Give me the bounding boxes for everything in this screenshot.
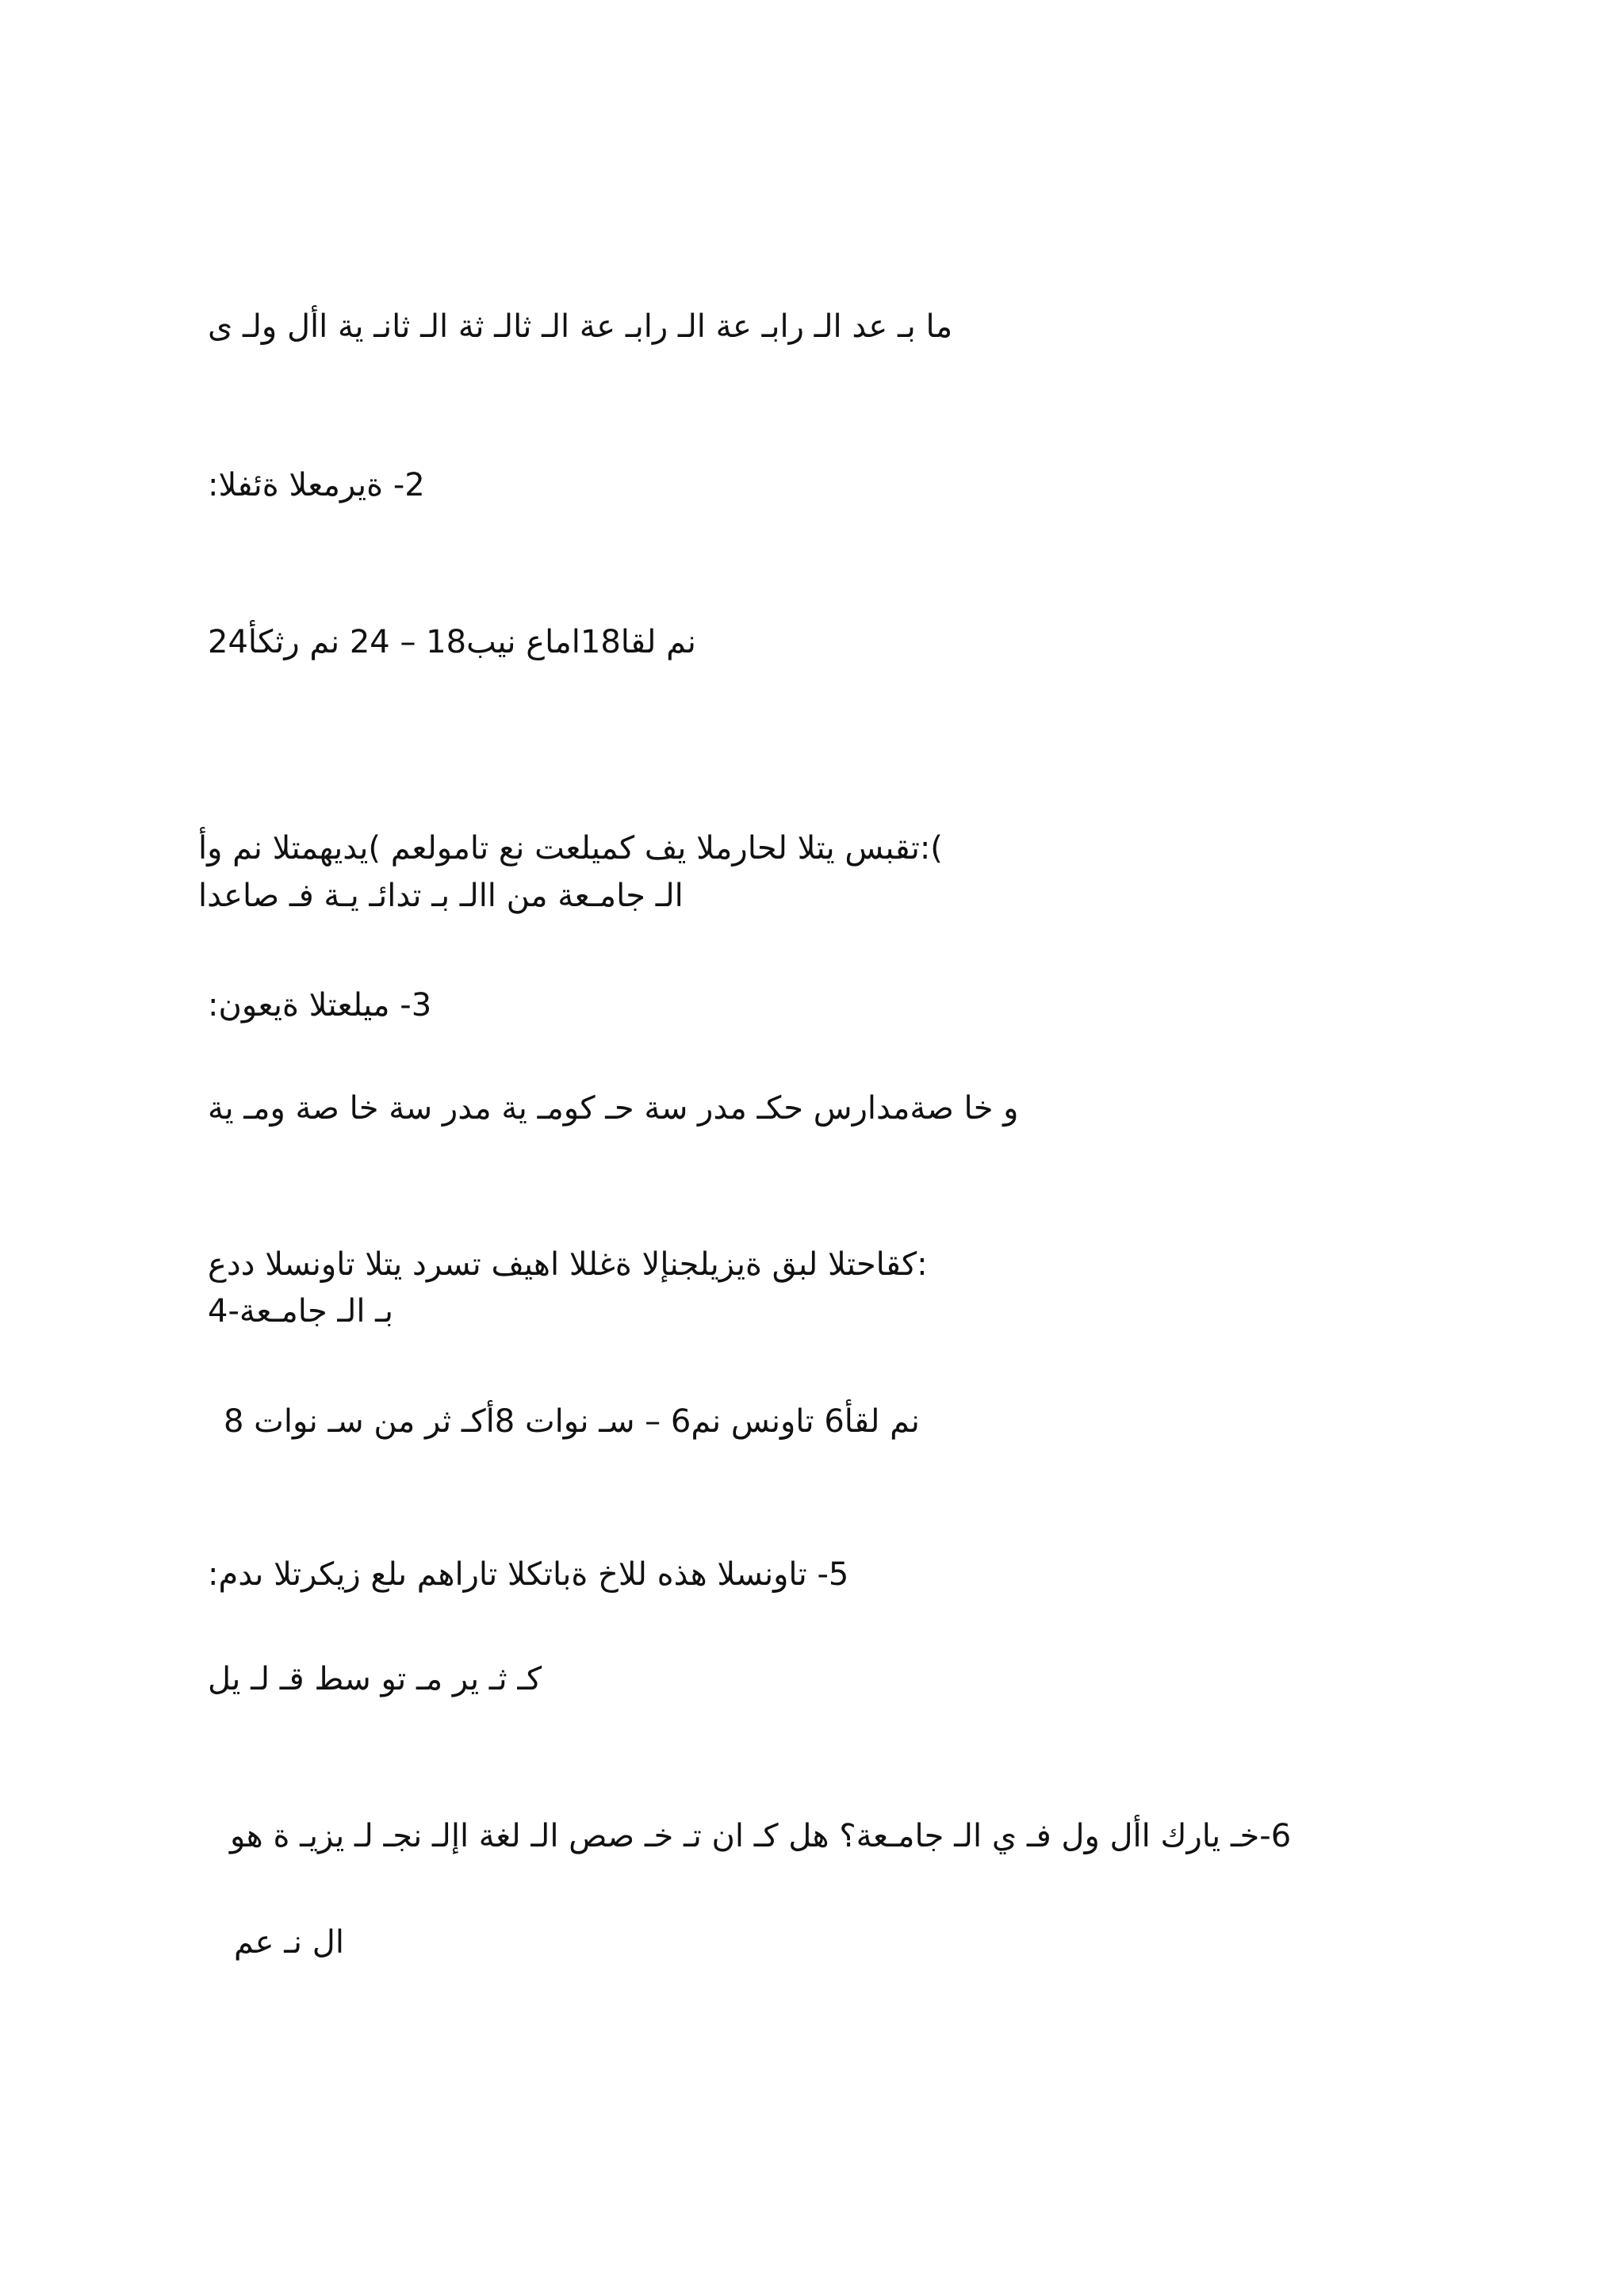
- doc-line-12: ال نـ عم: [234, 1924, 344, 1961]
- doc-line-4a: تقبس يتلا لحارملا يف كميلعت نع تامولعم )يديهمتلا نم وأ:(: [198, 830, 943, 867]
- doc-line-2: 2- ةيرمعلا ةئفلا:: [208, 467, 425, 503]
- doc-line-7b: 4-بـ الـ جامـعة: [208, 1293, 393, 1330]
- doc-line-1: ما بـ عد الـ رابـ عة الـ رابـ عة الـ ثالـ ثة الـ ثانـ ية األ ولـ ى: [208, 308, 953, 345]
- doc-line-6: و خا صةمدارس حكـ مدر سة حـ كومـ ية مدر سة خا صة ومـ ية: [208, 1090, 1019, 1127]
- doc-line-11: 6-خـ يارك األ ول فـ ي الـ جامـعة؟ هل كـ ان تـ خـ صص الـ لغة اإلـ نجـ لـ يزيـ ة هو: [230, 1818, 1292, 1854]
- doc-line-3: نم لقا18اماع نيب18 – 24 نم رثكأ24: [208, 624, 696, 660]
- doc-line-4b: الـ جامـعة من االـ بـ تدائـ يـة فـ صاعدا: [198, 878, 684, 914]
- doc-line-7a: كقاحتلا لبق ةيزيلجنإلا ةغللا اهيف تسرد يتلا تاونسلا ددع:: [208, 1246, 928, 1283]
- doc-line-5: 3- ميلعتلا ةيعون:: [208, 987, 432, 1024]
- doc-line-8: نم لقأ6 تاونس نم6 – سـ نوات 8أكـ ثر من سـ نوات 8: [224, 1403, 920, 1440]
- doc-line-10: كـ ثـ ير مـ تو سط قـ لـ يل: [208, 1661, 542, 1697]
- doc-line-9: 5- تاونسلا هذه للاخ ةباتكلا تاراهم ىلع زيكرتلا ىدم:: [208, 1556, 849, 1593]
